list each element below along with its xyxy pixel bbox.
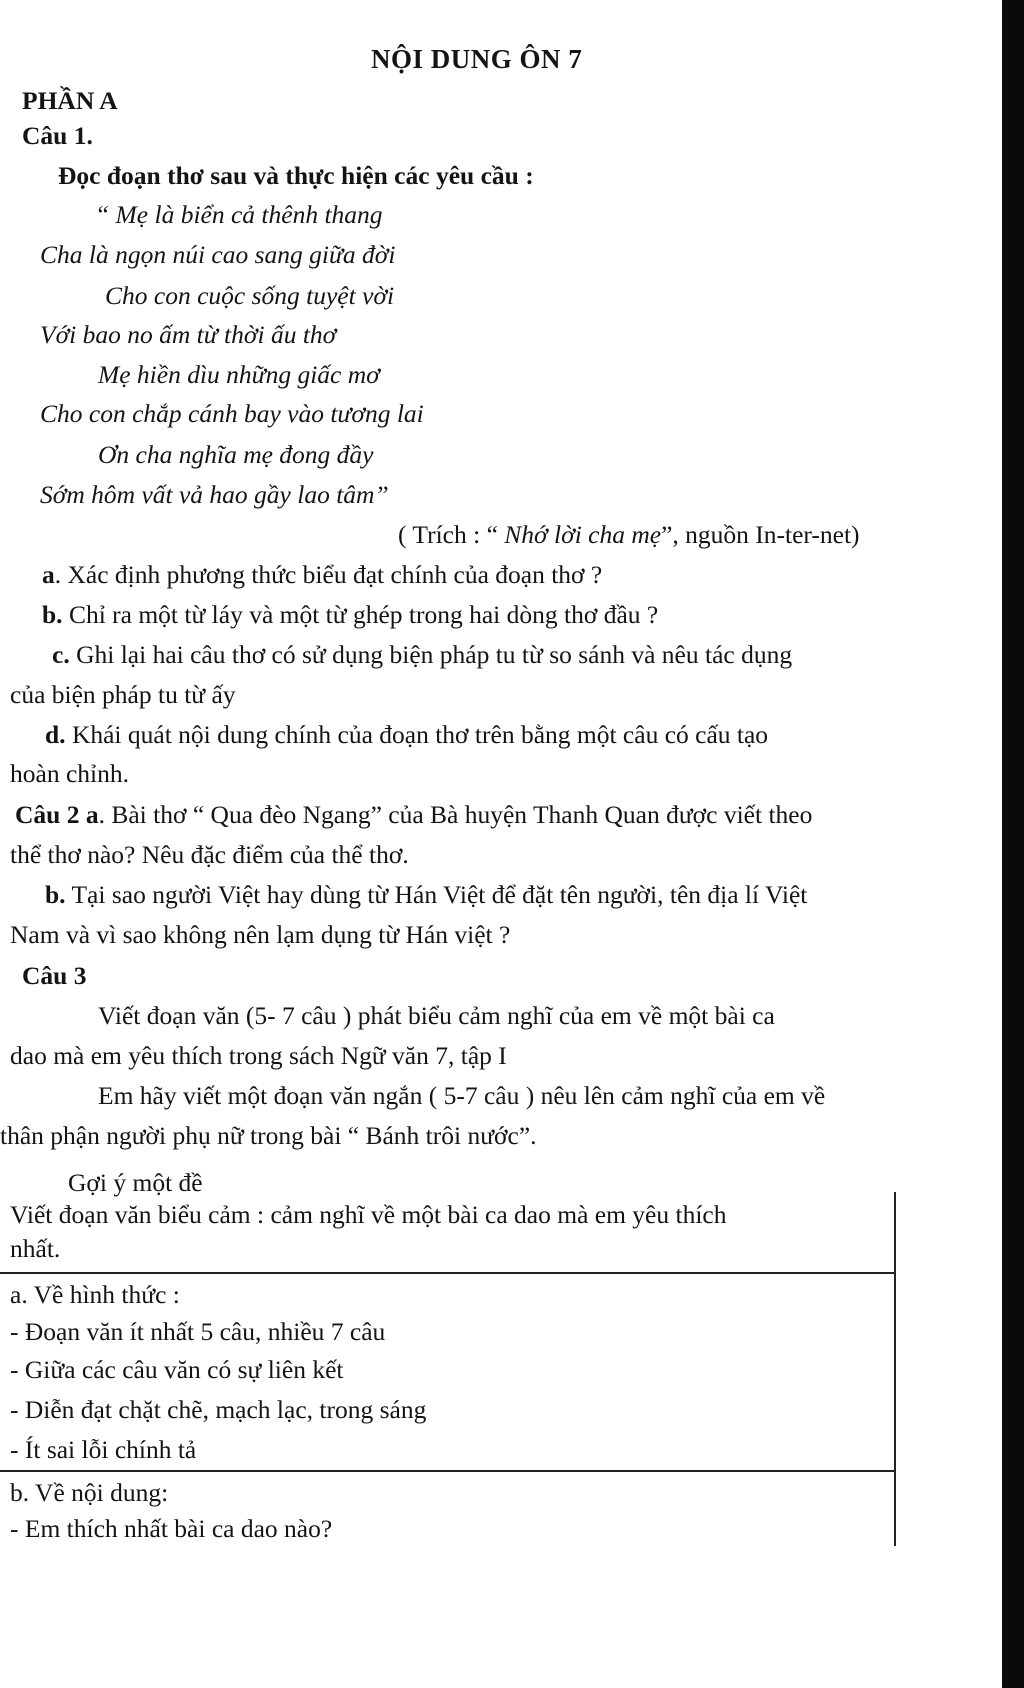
form-item: - Ít sai lỗi chính tả [10, 1435, 197, 1464]
item-c-label: c. [52, 640, 70, 669]
question-1-heading: Câu 1. [22, 121, 93, 150]
content-item: - Em thích nhất bài ca dao nào? [10, 1514, 333, 1543]
form-item: - Diễn đạt chặt chẽ, mạch lạc, trong sáng [10, 1395, 427, 1424]
item-b-label: b. [42, 600, 63, 629]
question-2b-text: Tại sao người Việt hay dùng từ Hán Việt để đặt tên người, tên địa lí Việt [65, 880, 808, 909]
question-2a-line-2: thể thơ nào? Nêu đặc điểm của thể thơ. [10, 840, 409, 869]
suggestion-prompt-line-1: Viết đoạn văn biểu cảm : cảm nghĩ về một bài ca dao mà em yêu thích [10, 1200, 727, 1229]
question-1-instruction: Đọc đoạn thơ sau và thực hiện các yêu cầu : [58, 161, 534, 190]
form-item: - Đoạn văn ít nhất 5 câu, nhiều 7 câu [10, 1317, 386, 1346]
form-item: - Giữa các câu văn có sự liên kết [10, 1355, 344, 1384]
suggestion-prompt-line-2: nhất. [10, 1234, 61, 1263]
poem-line-2: Cha là ngọn núi cao sang giữa đời [40, 240, 396, 269]
source-open: ( Trích : “ [398, 520, 505, 549]
poem-line-6: Cho con chắp cánh bay vào tương lai [40, 399, 424, 428]
question-3-p1-line-1: Viết đoạn văn (5- 7 câu ) phát biểu cảm nghĩ của em về một bài ca [98, 1001, 775, 1030]
poem-line-7: Ơn cha nghĩa mẹ đong đầy [98, 440, 374, 469]
document-title: NỘI DUNG ÔN 7 [371, 44, 583, 74]
question-1d-line-2: hoàn chỉnh. [10, 759, 129, 788]
item-d-label: d. [45, 720, 66, 749]
table-divider-1 [0, 1272, 896, 1274]
source-close: ”, nguồn In-ter-net) [661, 520, 860, 549]
question-1c-line-2: của biện pháp tu từ ấy [10, 680, 236, 709]
right-edge-border [1002, 0, 1024, 1688]
content-heading: b. Về nội dung: [10, 1478, 169, 1507]
form-heading: a. Về hình thức : [10, 1280, 180, 1309]
question-3-p1-line-2: dao mà em yêu thích trong sách Ngữ văn 7, tập I [10, 1041, 507, 1070]
question-3-heading: Câu 3 [22, 961, 87, 990]
item-d-text: Khái quát nội dung chính của đoạn thơ trên bằng một câu có cấu tạo [65, 720, 769, 749]
poem-line-1: “ Mẹ là biển cả thênh thang [95, 200, 383, 229]
table-divider-2 [0, 1470, 896, 1472]
part-heading: PHẦN A [22, 86, 118, 115]
question-3-p2-line-2: thân phận người phụ nữ trong bài “ Bánh trôi nước”. [0, 1121, 537, 1150]
item-b-text: Chỉ ra một từ láy và một từ ghép trong hai dòng thơ đầu ? [62, 600, 659, 629]
question-1d-line-1 [45, 720, 768, 750]
question-1b [42, 600, 658, 630]
poem-source [398, 520, 860, 550]
question-1c-line-1 [52, 640, 792, 670]
poem-line-5: Mẹ hiền dìu những giấc mơ [98, 360, 380, 389]
question-2a-line-1 [15, 800, 812, 830]
source-title: Nhớ lời cha mẹ [504, 520, 662, 549]
question-1a [42, 560, 602, 590]
question-2a-text: . Bài thơ “ Qua đèo Ngang” của Bà huyện Thanh Quan được viết theo [98, 800, 813, 829]
table-right-border [894, 1192, 896, 1546]
suggestion-label: Gợi ý một đề [68, 1168, 203, 1197]
question-2-heading: Câu 2 a [15, 800, 99, 829]
poem-line-4: Với bao no ấm từ thời ấu thơ [40, 320, 337, 349]
item-a-label: a [42, 560, 55, 589]
poem-line-3: Cho con cuộc sống tuyệt vời [105, 281, 395, 310]
item-c-text: Ghi lại hai câu thơ có sử dụng biện pháp tu từ so sánh và nêu tác dụng [69, 640, 793, 669]
question-2b-label: b. [45, 880, 66, 909]
question-3-p2-line-1: Em hãy viết một đoạn văn ngắn ( 5-7 câu ) nêu lên cảm nghĩ của em về [98, 1081, 826, 1110]
poem-line-8: Sớm hôm vất vả hao gầy lao tâm” [40, 480, 389, 509]
question-2b-line-1 [45, 880, 807, 910]
item-a-text: . Xác định phương thức biểu đạt chính của đoạn thơ ? [54, 560, 603, 589]
question-2b-line-2: Nam và vì sao không nên lạm dụng từ Hán việt ? [10, 920, 511, 949]
